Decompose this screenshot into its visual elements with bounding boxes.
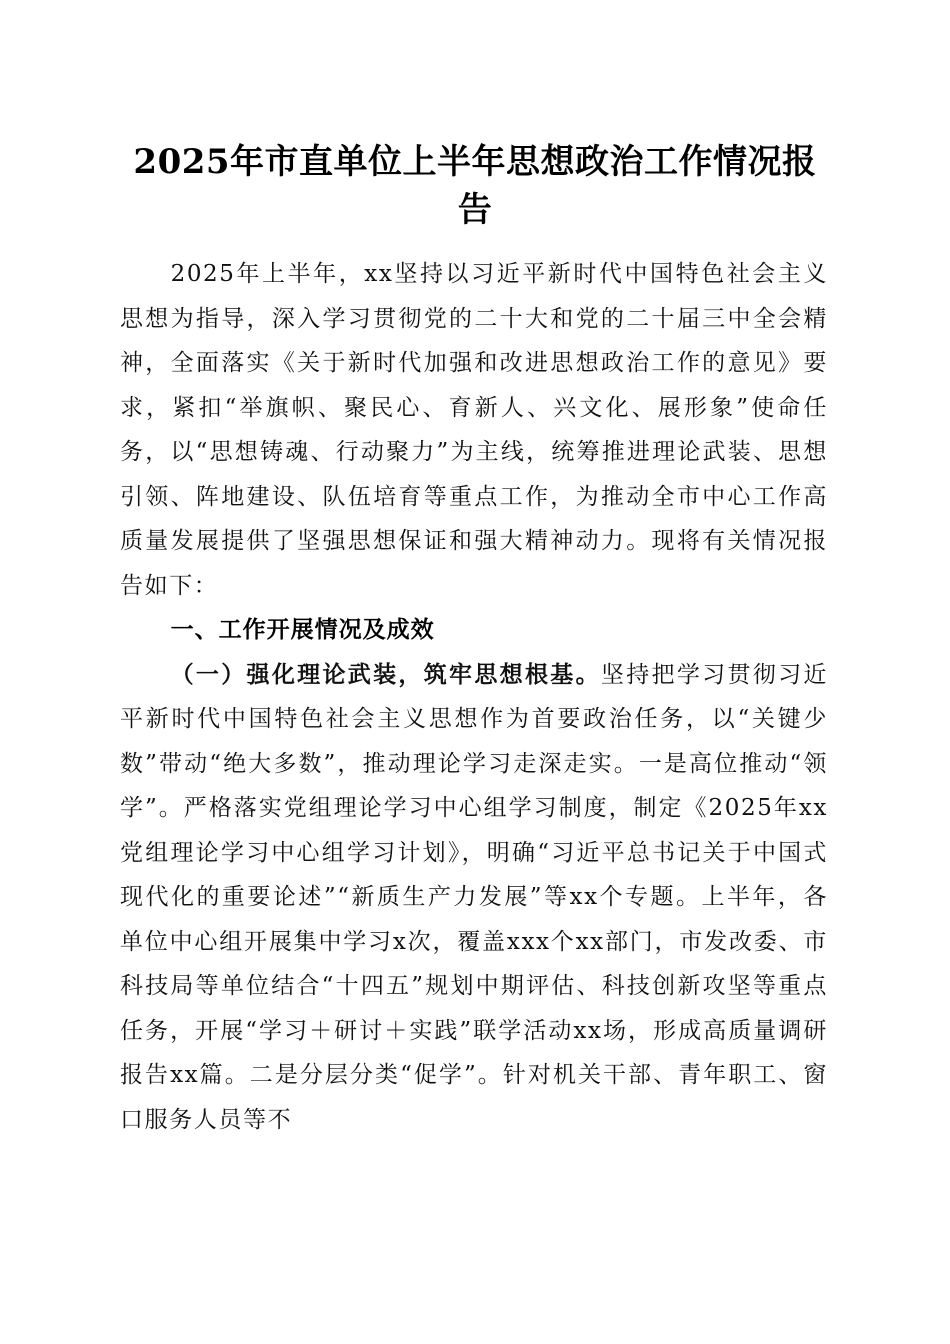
document-title: 2025年市直单位上半年思想政治工作情况报告	[133, 142, 817, 230]
document-body	[120, 252, 828, 1142]
subsection-text: 坚持把学习贯彻习近平新时代中国特色社会主义思想作为首要政治任务，以“关键少数”带动“绝大多数”，推动理论学习走深走实。一是高位推动“领学”。严格落实党组理论学习中心组学习制度，制定《2025年xx党组理论学习中心组学习计划》，明确“习近平总书记关于中国式现代化的重要论述”“新质生产力发展”等xx个专题。上半年，各单位中心组开展集中学习x次，覆盖xxx个xx部门，市发改委、市科技局等单位结合“十四五”规划中期评估、科技创新攻坚等重点任务，开展“学习＋研讨＋实践”联学活动xx场，形成高质量调研报告xx篇。二是分层分类“促学”。针对机关干部、青年职工、窗口服务人员等不	[120, 661, 829, 1133]
subsection-lead: （一）强化理论武装，筑牢思想根基。	[170, 660, 601, 688]
section-heading: 一、工作开展情况及成效	[170, 617, 435, 643]
intro-paragraph: 2025年上半年，xx坚持以习近平新时代中国特色社会主义思想为指导，深入学习贯彻党的二十大和党的二十届三中全会精神，全面落实《关于新时代加强和改进思想政治工作的意见》要求，紧扣“举旗帜、聚民心、育新人、兴文化、展形象”使命任务，以“思想铸魂、行动聚力”为主线，统筹推进理论武装、思想引领、阵地建设、队伍培育等重点工作，为推动全市中心工作高质量发展提供了坚强思想保证和强大精神动力。现将有关情况报告如下：	[120, 261, 828, 599]
subsection-paragraph	[120, 653, 828, 1143]
